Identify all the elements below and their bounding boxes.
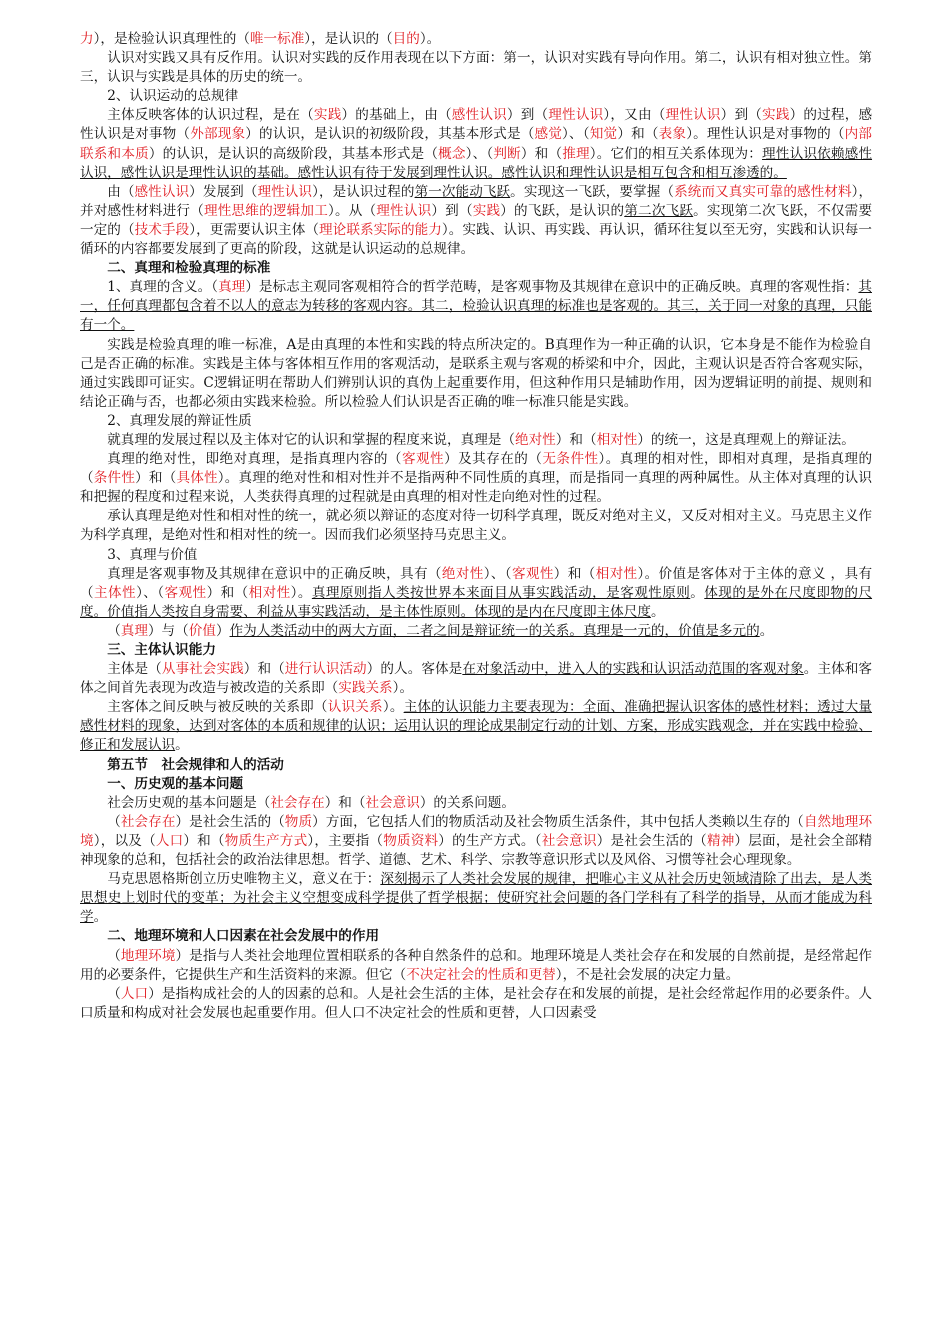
underlined-text: 理性认识依赖感性认识，感性认识是理性认识的基础。感性认识有待于发展到理性认识。感性认识和理性认识是相互包含和相互渗透的。 — [80, 145, 873, 181]
red-term: 实践 — [313, 107, 342, 124]
text-run: 认识对实践又具有反作用。认识对实践的反作用表现在以下方面：第一，认识对实践有导向作用。第二，认识有相对独立性。第三，认识与实践是具体的历史的统一。 — [80, 50, 872, 86]
text-run: （ — [107, 985, 121, 1002]
paragraph — [80, 660, 872, 698]
text-run: ）的统一，这是真理观上的辩证法。 — [637, 431, 855, 448]
red-term: 进行认识活动 — [284, 661, 367, 678]
text-run: 马克思恩格斯创立历史唯物主义，意义在于： — [107, 871, 381, 888]
document-body — [80, 30, 872, 1023]
red-term: 概念 — [438, 145, 466, 162]
text-run: 。 — [690, 584, 705, 601]
section-heading — [80, 641, 872, 660]
red-term: 客观性 — [164, 584, 207, 601]
text-run: 。 — [175, 737, 189, 754]
text-run: 由（ — [107, 183, 135, 200]
red-term: 人口 — [120, 985, 149, 1002]
section-heading — [80, 259, 872, 278]
text-run: ）和（ — [183, 832, 225, 849]
red-term: 绝对性 — [515, 431, 556, 448]
text-run: ）到（ — [720, 107, 763, 124]
paragraph — [80, 106, 872, 182]
text-run: ）的认识，是认识的高级阶段，其基本形式是（ — [148, 145, 439, 162]
text-run: 第五节 社会规律和人的活动 — [107, 756, 284, 773]
text-run: ）和（ — [553, 565, 596, 582]
text-run: ）和（ — [520, 145, 563, 162]
red-term: 客观性 — [511, 565, 554, 582]
paragraph — [80, 336, 872, 412]
text-run: 真理的绝对性，即绝对真理，是指真理内容的（ — [107, 451, 402, 468]
paragraph — [80, 794, 872, 813]
text-run: ）、（ — [562, 126, 590, 143]
text-run: ）和（ — [135, 470, 177, 487]
text-run: ）和（ — [617, 126, 659, 143]
red-term: 社会存在 — [270, 794, 325, 811]
paragraph — [80, 698, 872, 755]
red-term: 无条件性 — [542, 451, 599, 468]
red-term: 相对性 — [596, 431, 638, 448]
text-run: ）的关系问题。 — [419, 794, 515, 811]
text-run: （ — [107, 813, 121, 830]
red-term: 条件性 — [93, 470, 136, 487]
red-term: 实践关系 — [338, 680, 393, 697]
text-run: ）、（ — [483, 565, 512, 582]
red-term: 实践 — [762, 107, 790, 124]
text-run: ）的人。客体是 — [366, 661, 463, 678]
section-heading — [80, 775, 872, 794]
text-run: ）。理性认识是对事物的（ — [686, 126, 845, 143]
text-run: ）是社会生活的（ — [175, 813, 285, 830]
red-term: 目的 — [392, 31, 420, 47]
text-run: 二、地理环境和人口因素在社会发展中的作用 — [107, 928, 380, 945]
paragraph — [80, 947, 872, 985]
red-term: 理论联系实际的能力 — [319, 221, 442, 238]
text-run: ）。真理的绝对性和相对性并不是指两种不同性质的真理，而是指同一真理的两种属性。从主体对真理的认识和把握的程度和过程来说，人类获得真理的过程就是由真理的相对性走向绝对性的过程。 — [80, 470, 873, 506]
red-term: 社会意识 — [541, 832, 597, 849]
paragraph — [80, 813, 872, 870]
text-run: ）及其存在的（ — [444, 451, 543, 468]
text-run: （ — [107, 947, 121, 964]
text-run: ），更需要认识主体（ — [189, 221, 320, 238]
text-run: ），并对感性材料进行（ — [80, 183, 873, 219]
red-term: 知觉 — [589, 126, 618, 143]
paragraph — [80, 183, 872, 259]
red-term: 理性认识 — [376, 202, 432, 219]
paragraph — [80, 87, 872, 106]
paragraph — [80, 870, 872, 927]
paragraph — [80, 30, 872, 49]
red-term: 感觉 — [534, 126, 563, 143]
red-term: 理性认识 — [548, 107, 604, 124]
text-run: 二、真理和检验真理的标准 — [107, 260, 271, 277]
text-run: ）的基础上，由（ — [341, 107, 452, 124]
text-run: ）。 — [382, 699, 404, 716]
text-run: 。 — [93, 909, 108, 926]
red-term: 理性认识 — [257, 183, 313, 200]
red-term: 感性认识 — [451, 107, 507, 124]
text-run: （ — [107, 622, 121, 639]
red-term: 真理 — [218, 279, 246, 296]
red-term: 相对性 — [595, 565, 638, 582]
underlined-text: 作为人类活动中的两大方面，二者之间是辩证统一的关系。真理是一元的，价值是多元的 — [229, 622, 760, 639]
red-term: 外部现象 — [190, 126, 246, 143]
text-run: ），是认识的（ — [304, 31, 393, 47]
text-run: ，是检验认识真理性的（ — [100, 31, 250, 47]
paragraph — [80, 565, 872, 622]
text-run: ）发展到（ — [189, 183, 258, 200]
paragraph — [80, 985, 872, 1023]
red-term: 精神 — [706, 832, 735, 849]
text-run: 一、历史观的基本问题 — [107, 775, 244, 792]
underlined-text: 第二次飞跃 — [624, 202, 694, 219]
red-term: 客观性 — [401, 451, 445, 468]
text-run: 实践是检验真理的唯一标准，A是由真理的本性和实践的特点所决定的。B真理作为一种正确的认识，它本身是不能作为检验自己是否正确的标准。实践是主体与客体相互作用的客观活动，是联系主观与客观的桥梁和中介，因此，主观认识是否符合客观实际，通过实践即可证实。C逻辑证明在帮助人们辨别认识的真伪上起重要作用，但这种作用只是辅助作用，因为逻辑证明的前提、规则和结论正确与否，也都必须由实践来检验。所以检验人们认识是否正确的唯一标准只能是实践。 — [80, 336, 872, 410]
red-term: 相对性 — [248, 584, 291, 601]
text-run: ）是社会生活的（ — [596, 832, 707, 849]
text-run: 承认真理是绝对性和相对性的统一，就必须以辩证的态度对待一切科学真理，既反对绝对主义，又反对相对主义。马克思主义作为科学真理，是绝对性和相对性的统一。因而我们必须坚持马克思主义。 — [80, 508, 872, 544]
text-run: 。主体和客体之间首先表现为改造与被改造的关系即（ — [80, 661, 873, 697]
text-run: 。 — [759, 622, 774, 639]
text-run: ）到（ — [506, 107, 549, 124]
red-term: 物质生产方式 — [224, 832, 308, 849]
red-term: 实践 — [472, 202, 501, 219]
paragraph — [80, 412, 872, 431]
text-run: 。实现这一飞跃，要掌握（ — [510, 183, 675, 200]
text-run: ）。价值是客体对于主体的意义 ，具有（ — [80, 565, 873, 601]
text-run: ）的过程，感性认识是对事物（ — [80, 107, 873, 143]
text-run: ）和（ — [555, 431, 597, 448]
text-run: ）层面，是社会全部精神现象的总和，包括社会的政治法律思想。哲学、道德、艺术、科学、宗教等意识形式以及风俗、习惯等社会心理现象。 — [80, 832, 873, 869]
text-run: ）。 — [290, 584, 312, 601]
red-term: 技术手段 — [134, 221, 190, 238]
red-term: 物质资料 — [383, 832, 439, 849]
red-term: 具体性 — [176, 470, 218, 487]
red-term: 认识关系 — [327, 699, 383, 716]
text-run: 主客体之间反映与被反映的关系即（ — [107, 699, 328, 716]
red-term: 主体性 — [94, 584, 137, 601]
paragraph — [80, 278, 872, 335]
red-term: 社会存在 — [120, 813, 176, 830]
red-term: 感性认识 — [134, 183, 190, 200]
text-run: 。 — [650, 603, 665, 620]
red-term: 社会意识 — [365, 794, 420, 811]
text-run: 主体是（ — [107, 661, 162, 678]
paragraph — [80, 431, 872, 450]
underlined-text: 主体的认识能力主要表现为：全面、准确把握认识客体的感性材料；透过大量感性材料的现象，达到对客体的本质和规律的认识；运用认识的理论成果制定行动的计划、方案，形成实践观念，并在实践中检验、修正和发展认识 — [80, 699, 873, 754]
underlined-text: 在对象活动中，进入人的实践和认识活动范围的客观对象 — [462, 661, 804, 678]
text-run: ）和（ — [243, 661, 285, 678]
text-run: ），不是社会发展的决定力量。 — [555, 966, 740, 983]
text-run: ）方面，它包括人们的物质活动及社会物质生活条件，其中包括人类赖以生存的（ — [312, 813, 804, 830]
red-term: 系统而又真实可靠的感性材料 — [674, 183, 852, 200]
red-term: 人口 — [155, 832, 184, 849]
paragraph — [80, 49, 872, 87]
text-run: ），又由（ — [603, 107, 666, 124]
red-term: 理性认识 — [665, 107, 721, 124]
text-run: ）。 — [419, 31, 441, 47]
underlined-text: 第一次能动飞跃 — [414, 183, 511, 200]
text-run: ）是指与人类社会地理位置相联系的各种自然条件的总和。地理环境是人类社会存在和发展的自然前提，是经常起作用的必要条件，它提供生产和生活资料的来源。但它（ — [80, 947, 873, 983]
text-run: 3、真理与价值 — [107, 546, 198, 563]
text-run: ）。真理的相对性，即相对真理，是指真理的（ — [80, 451, 873, 487]
text-run: ）。它们的相互关系体现为： — [589, 145, 763, 162]
red-term: 力 — [80, 31, 94, 47]
text-run: ），以及（ — [93, 832, 156, 849]
underlined-text: 真理原则指人类按世界本来面目从事实践活动，是客观性原则 — [311, 584, 691, 601]
red-term: 理性思维的逻辑加工 — [203, 202, 328, 219]
text-run: ）与（ — [147, 622, 189, 639]
red-term: 判断 — [493, 145, 521, 162]
paragraph — [80, 507, 872, 545]
underlined-text: 深刻揭示了人类社会发展的规律，把唯心主义从社会历史领域清除了出去，是人类思想史上划时代的变革；为社会主义空想变成科学提供了哲学根据；使研究社会问题的各门学科有了科学的指导，从而才能成为科学 — [80, 871, 872, 926]
text-run: 1、真理的含义。（ — [107, 279, 219, 296]
red-term: 唯一标准 — [249, 31, 305, 47]
red-term: 不决定社会的性质和更替 — [406, 966, 556, 983]
red-term: 内部联系和本质 — [80, 126, 873, 162]
text-run: 就真理的发展过程以及主体对它的认识和掌握的程度来说，真理是（ — [107, 431, 515, 448]
red-term: 绝对性 — [441, 565, 484, 582]
red-term: 推理 — [562, 145, 590, 162]
text-run: ）。实践、认识、再实践、再认识，循环往复以至无穷，实践和认识每一循环的内容都要发展到了更高的阶段，这就是认识运动的总规律。 — [80, 221, 873, 258]
text-run: ）。 — [392, 680, 414, 697]
text-run: ）是指构成社会的人的因素的总和。人是社会生活的主体，是社会存在和发展的前提，是社会经常起作用的必要条件。人口质量和构成对社会发展也起重要作用。但人口不决定社会的性质和更替，人口因素受 — [80, 985, 873, 1021]
underlined-text: 其一，任何真理都包含着不以人的意志为转移的客观内容。其二，检验认识真理的标准也是客观的。其三，关于同一对象的真理，只能有一个。 — [80, 279, 872, 334]
text-run: 。实现第二次飞跃，不仅需要一定的（ — [80, 202, 873, 238]
paragraph — [80, 622, 872, 641]
text-run: ）到（ — [431, 202, 473, 219]
red-term: 真理 — [120, 622, 148, 639]
red-term: 物质 — [284, 813, 313, 830]
text-run: ）的认识，是认识的初级阶段，其基本形式是（ — [245, 126, 535, 143]
red-term: 价值 — [188, 622, 216, 639]
text-run: ），是认识过程的 — [312, 183, 415, 200]
text-run: 社会历史观的基本问题是（ — [107, 794, 271, 811]
text-run: ）、（ — [465, 145, 494, 162]
red-term: 表象 — [658, 126, 687, 143]
text-run: ） — [215, 622, 230, 639]
text-run: ）。从（ — [327, 202, 377, 219]
text-run: ），主要指（ — [307, 832, 384, 849]
text-run: 三、主体认识能力 — [107, 642, 216, 658]
text-run: ）、（ — [136, 584, 165, 601]
text-run: 2、认识运动的总规律 — [107, 88, 239, 105]
text-run: 真理是客观事物及其规律在意识中的正确反映，具有（ — [107, 565, 442, 582]
paragraph — [80, 546, 872, 565]
red-term: 地理环境 — [120, 947, 176, 964]
text-run: 2、真理发展的辩证性质 — [107, 412, 252, 429]
text-run: ） — [93, 31, 101, 47]
red-term: 自然地理环境 — [80, 813, 873, 849]
text-run: ）的飞跃，是认识的 — [500, 202, 625, 219]
red-term: 从事社会实践 — [161, 661, 244, 678]
text-run: ）和（ — [324, 794, 366, 811]
section-heading — [80, 756, 872, 775]
text-run: ）和（ — [206, 584, 249, 601]
section-heading — [80, 927, 872, 946]
text-run: ）是标志主观同客观相符合的哲学范畴，是客观事物及其规律在意识中的正确反映。真理的客观性指： — [245, 279, 859, 296]
text-run: ）的生产方式。（ — [438, 832, 542, 849]
text-run: 主体反映客体的认识过程，是在（ — [107, 107, 314, 124]
paragraph — [80, 450, 872, 507]
underlined-text: 体现的是外在尺度即物的尺度。价值指人类按自身需要、利益从事实践活动，是主体性原则。体现的是内在尺度即主体尺度 — [80, 584, 873, 620]
